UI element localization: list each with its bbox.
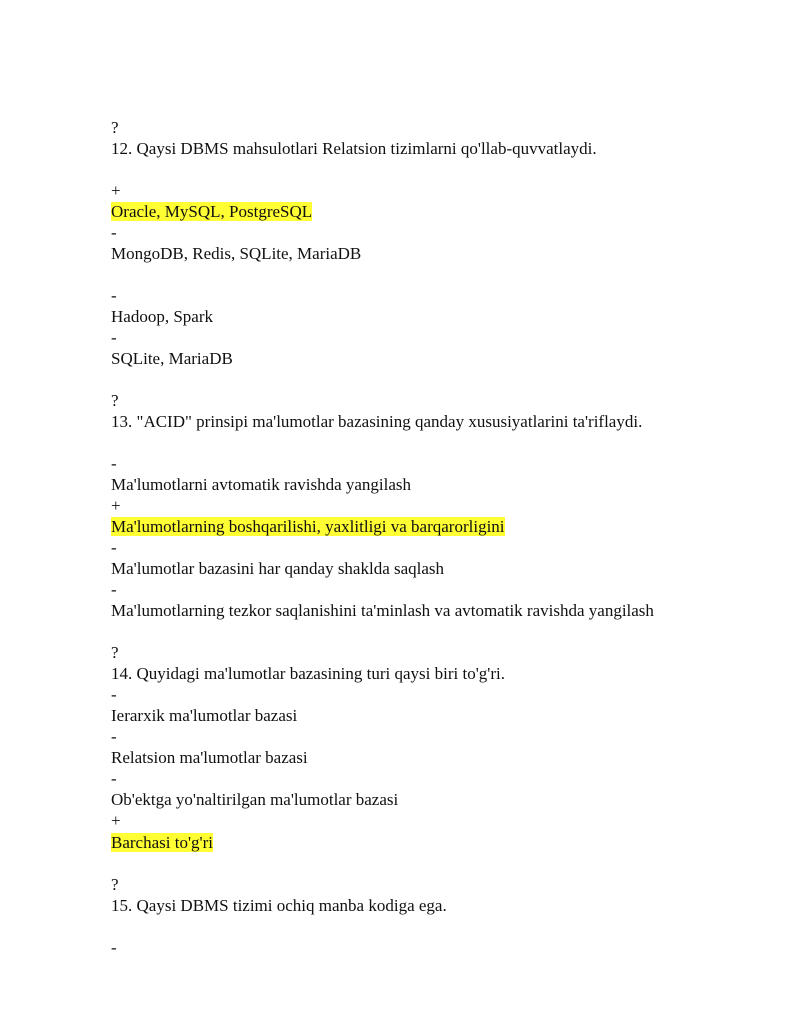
option-sign: - <box>111 223 117 242</box>
option-text-correct: Barchasi to'g'ri <box>111 833 213 852</box>
option-text-correct: Ma'lumotlarning boshqarilishi, yaxlitligi va barqarorligini <box>111 517 505 536</box>
option-sign: - <box>111 286 117 305</box>
question-marker: ? <box>111 118 119 137</box>
option-text-correct: Oracle, MySQL, PostgreSQL <box>111 202 313 221</box>
question-text: 13. "ACID" prinsipi ma'lumotlar bazasining qanday xususiyatlarini ta'riflaydi. <box>111 412 643 431</box>
option-sign: + <box>111 811 121 830</box>
option-sign: - <box>111 769 117 788</box>
question-text: 14. Quyidagi ma'lumotlar bazasining turi qaysi biri to'g'ri. <box>111 664 505 683</box>
option-text: Ierarxik ma'lumotlar bazasi <box>111 706 298 725</box>
option-text: MongoDB, Redis, SQLite, MariaDB <box>111 244 362 263</box>
option-sign: + <box>111 181 121 200</box>
option-text: Ma'lumotlar bazasini har qanday shaklda saqlash <box>111 559 445 578</box>
option-text: Ma'lumotlarni avtomatik ravishda yangilash <box>111 475 412 494</box>
question-text: 15. Qaysi DBMS tizimi ochiq manba kodiga ega. <box>111 896 447 915</box>
option-text: Relatsion ma'lumotlar bazasi <box>111 748 308 767</box>
option-text: Hadoop, Spark <box>111 307 213 326</box>
option-sign: - <box>111 580 117 599</box>
question-marker: ? <box>111 875 119 894</box>
option-sign: - <box>111 454 117 473</box>
option-sign: - <box>111 685 117 704</box>
option-text: SQLite, MariaDB <box>111 349 233 368</box>
option-sign: - <box>111 727 117 746</box>
option-sign: - <box>111 538 117 557</box>
option-sign: - <box>111 328 117 347</box>
option-sign: + <box>111 496 121 515</box>
option-text: Ob'ektga yo'naltirilgan ma'lumotlar bazasi <box>111 790 399 809</box>
question-marker: ? <box>111 391 119 410</box>
option-sign: - <box>111 938 117 957</box>
option-text: Ma'lumotlarning tezkor saqlanishini ta'minlash va avtomatik ravishda yangilash <box>111 601 654 620</box>
question-marker: ? <box>111 643 119 662</box>
question-text: 12. Qaysi DBMS mahsulotlari Relatsion tizimlarni qo'llab-quvvatlaydi. <box>111 139 597 158</box>
